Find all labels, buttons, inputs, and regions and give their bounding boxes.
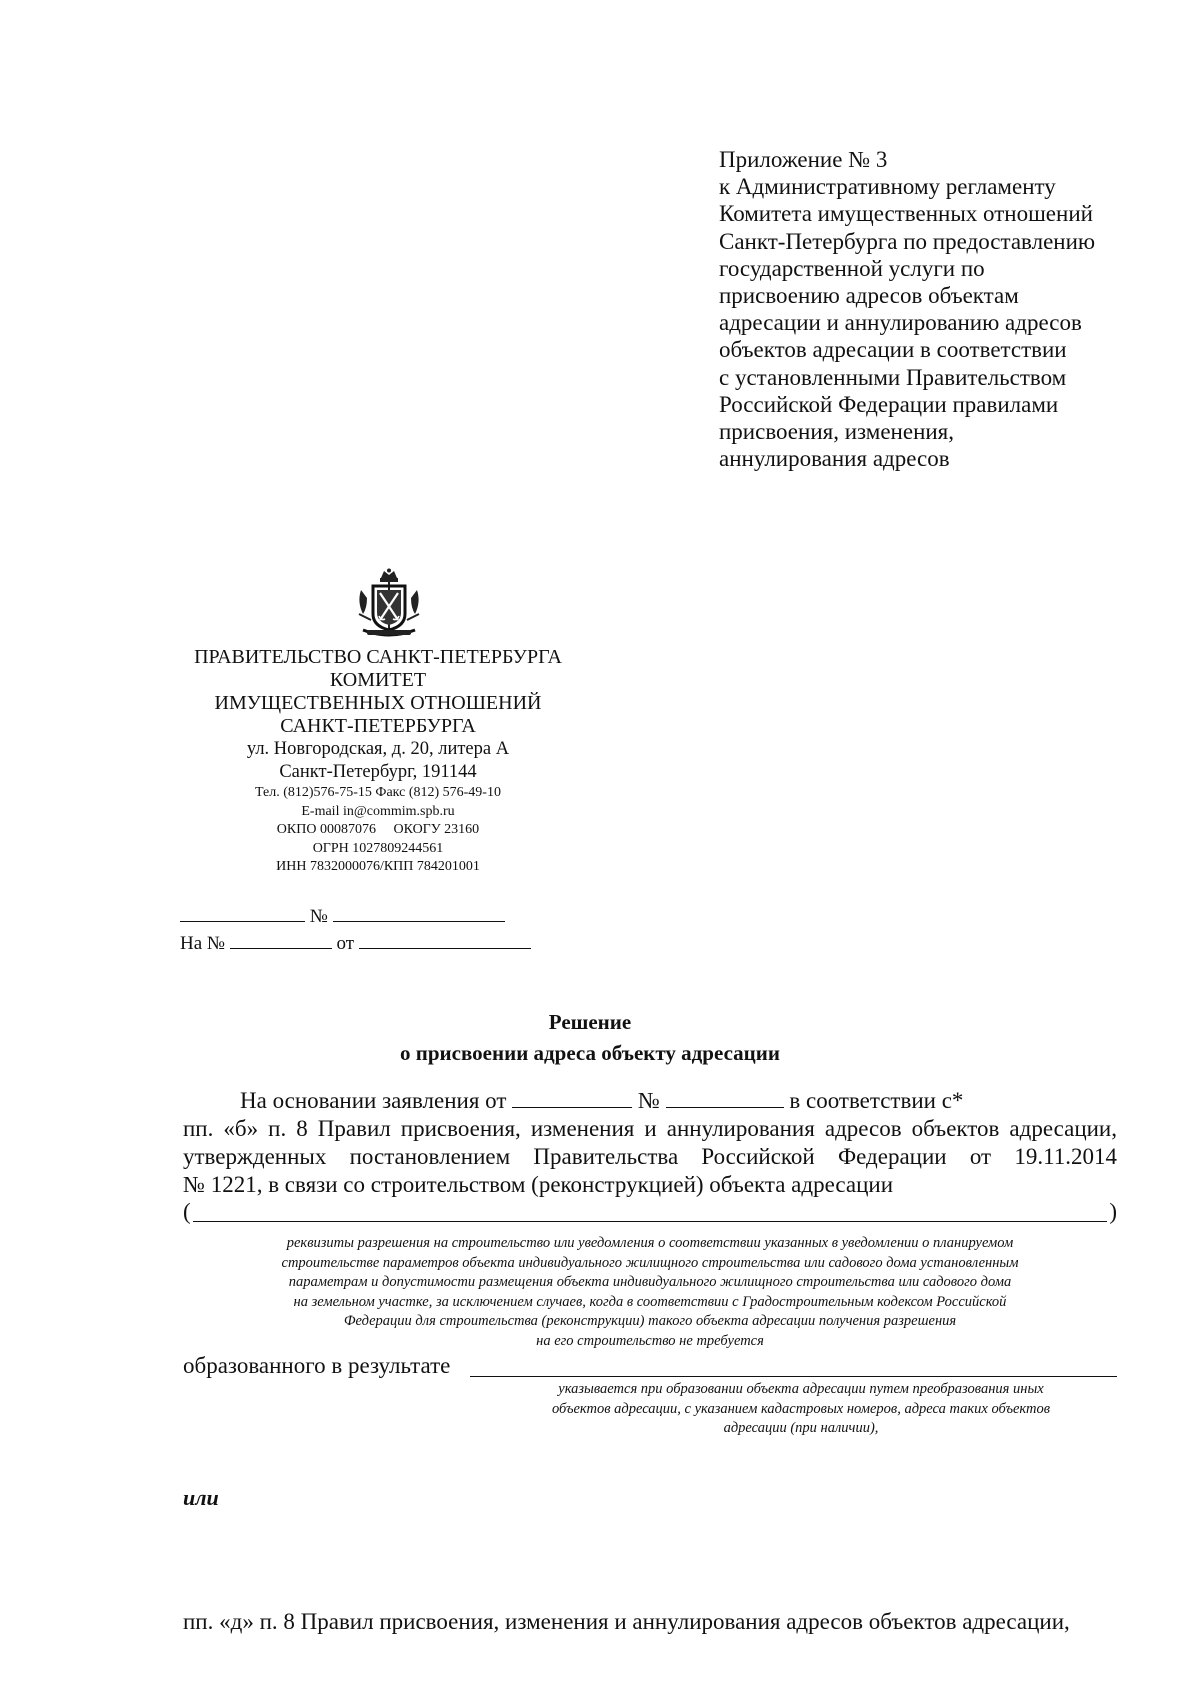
- appendix-line: присвоению адресов объектам: [719, 283, 1019, 309]
- org-inn: ИНН 7832000076/КПП 784201001: [276, 859, 480, 874]
- appendix-line: аннулирования адресов: [719, 446, 950, 472]
- note-line: адресации (при наличии),: [723, 1420, 879, 1437]
- accordance-text: в соответствии с*: [789, 1088, 964, 1113]
- org-phone: Тел. (812)576-75-15 Факс (812) 576-49-10: [255, 785, 501, 800]
- appendix-block: [719, 146, 1095, 472]
- org-property-relations: ИМУЩЕСТВЕННЫХ ОТНОШЕНИЙ: [214, 692, 542, 714]
- org-address-city: Санкт-Петербург, 191144: [279, 762, 477, 782]
- coat-of-arms-emblem: [355, 568, 423, 642]
- note-line: на его строительство не требуется: [536, 1332, 764, 1349]
- paren-close: ): [1109, 1199, 1117, 1224]
- rule-line-2: утвержденных постановлением Правительства Российской Федерации от 19.11.2014: [183, 1144, 1117, 1169]
- rule-line-3: № 1221, в связи со строительством (реконструкцией) объекта адресации: [183, 1172, 894, 1197]
- note-line: реквизиты разрешения на строительство или уведомления о соответствии указанных в уведомлении о планируемом: [286, 1235, 1014, 1251]
- incoming-date-blank: [359, 932, 531, 949]
- application-basis-text: На основании заявления от: [240, 1088, 507, 1113]
- org-okpo: ОКПО 00087076 ОКОГУ 23160: [276, 822, 480, 837]
- incoming-date-label: от: [336, 933, 355, 954]
- note-line: Федерации для строительства (реконструкции) такого объекта адресации получения разрешения: [343, 1313, 957, 1330]
- outgoing-date-blank: [180, 905, 305, 922]
- outgoing-number-blank: [333, 905, 505, 922]
- formed-result-line: [183, 1352, 450, 1380]
- note-line: указывается при образовании объекта адресации путем преобразования иных: [558, 1381, 1044, 1397]
- org-email: E-mail in@commim.spb.ru: [301, 803, 455, 819]
- or-separator: или: [183, 1485, 219, 1510]
- paren-open: (: [183, 1199, 191, 1224]
- appendix-line: с установленными Правительством: [719, 364, 1067, 390]
- note-line: на земельном участке, за исключением случаев, когда в соответствии с Градостроительным кодексом Российской: [293, 1293, 1007, 1310]
- incoming-number-blank: [230, 932, 332, 949]
- formed-result-note: [485, 1380, 1117, 1439]
- application-date-blank: [512, 1091, 632, 1108]
- formed-result-underline: [470, 1376, 1117, 1377]
- permit-details-note: [183, 1234, 1117, 1352]
- application-line: [240, 1087, 963, 1115]
- org-committee: КОМИТЕТ: [329, 669, 427, 691]
- appendix-line: Приложение № 3: [719, 147, 888, 172]
- org-address-street: ул. Новгородская, д. 20, литера А: [246, 739, 510, 759]
- appendix-line: Комитета имущественных отношений: [719, 201, 1093, 227]
- incoming-registration-line: [180, 932, 531, 955]
- number-sign: №: [309, 906, 328, 927]
- application-number-blank: [666, 1091, 784, 1108]
- appendix-line: Санкт-Петербурга по предоставлению: [719, 228, 1096, 254]
- rule-d-line: пп. «д» п. 8 Правил присвоения, изменения и аннулирования адресов объектов адресации,: [183, 1609, 1070, 1634]
- appendix-line: государственной услуги по: [719, 255, 985, 281]
- appendix-line: Российской Федерации правилами: [719, 391, 1059, 417]
- permit-details-field: [183, 1199, 1117, 1229]
- title-decision: Решение: [548, 1010, 632, 1034]
- organization-header: [168, 646, 588, 877]
- note-line: параметрам и допустимости размещения объекта индивидуального жилищного строительства или садового дома: [288, 1274, 1012, 1291]
- title-subject: о присвоении адреса объекту адресации: [400, 1041, 780, 1065]
- note-line: строительстве параметров объекта индивидуального жилищного строительства или садового дома установленным: [281, 1254, 1019, 1271]
- org-city: САНКТ-ПЕТЕРБУРГА: [280, 715, 476, 737]
- note-line: объектов адресации, с указанием кадастровых номеров, адреса таких объектов: [551, 1400, 1051, 1417]
- formed-result-text: образованного в результате: [183, 1353, 451, 1378]
- permit-details-underline: [193, 1221, 1107, 1222]
- outgoing-registration-line: [180, 905, 505, 928]
- incoming-number-label: На №: [180, 933, 226, 954]
- appendix-line: к Административному регламенту: [719, 174, 1056, 200]
- org-government: ПРАВИТЕЛЬСТВО САНКТ-ПЕТЕРБУРГА: [194, 646, 562, 668]
- rule-line-1: пп. «б» п. 8 Правил присвоения, изменения и аннулирования адресов объектов адресации,: [183, 1116, 1117, 1141]
- appendix-line: присвоения, изменения,: [719, 419, 955, 445]
- org-ogrn: ОГРН 1027809244561: [312, 840, 444, 856]
- application-number-sign: №: [637, 1088, 660, 1113]
- appendix-line: адресации и аннулированию адресов: [719, 310, 1082, 336]
- appendix-line: объектов адресации в соответствии: [719, 337, 1067, 363]
- document-title: [300, 1007, 880, 1069]
